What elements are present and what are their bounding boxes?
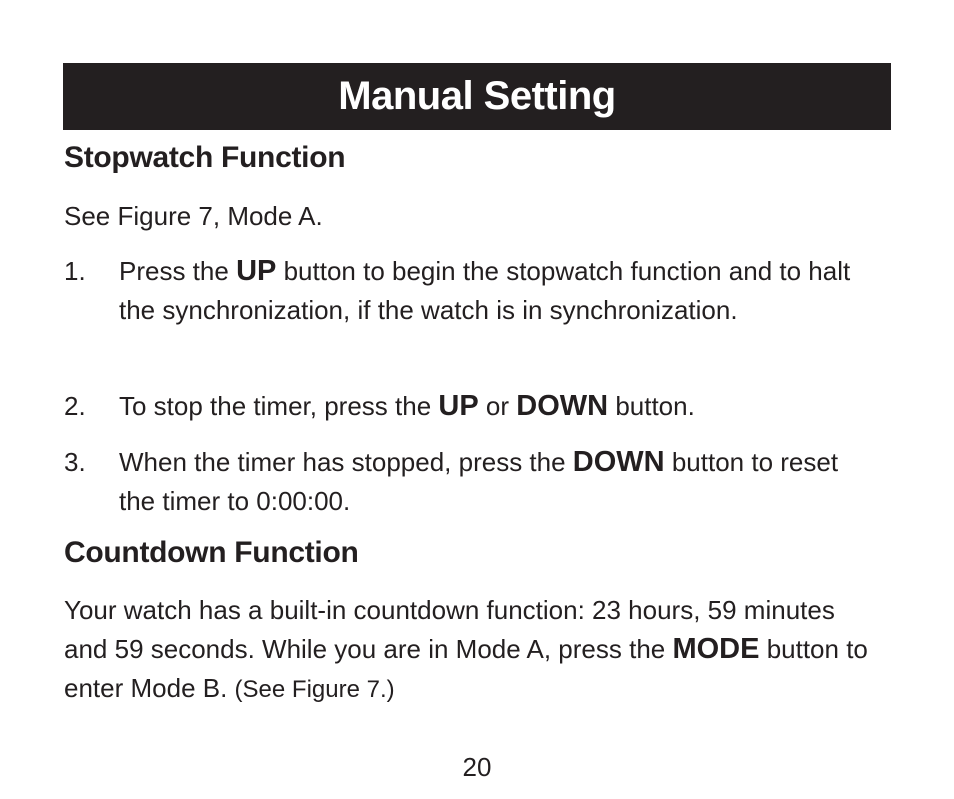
keyword-mode: MODE: [672, 633, 760, 665]
step-text: To stop the timer, press the UP or DOWN button.: [119, 390, 695, 422]
page-number: 20: [462, 752, 492, 782]
keyword-up: UP: [236, 255, 277, 287]
figure-reference: (See Figure 7.): [234, 676, 395, 703]
stopwatch-intro: See Figure 7, Mode A.: [64, 201, 323, 231]
step-3: [64, 443, 884, 523]
step-1: [64, 252, 884, 372]
title-bar: [63, 63, 891, 130]
keyword-up: UP: [438, 390, 479, 422]
step-number: 3.: [64, 447, 86, 477]
step-text: When the timer has stopped, press the DOWN button to reset the timer to 0:00:00.: [119, 446, 839, 516]
countdown-heading: Countdown Function: [64, 536, 359, 569]
keyword-down: DOWN: [516, 390, 609, 422]
countdown-text: Your watch has a built-in countdown function: 23 hours, 59 minutes and 59 seconds. While you are in Mode A, press the MODE button to enter Mode B. (See Figure 7.): [64, 595, 868, 703]
step-number: 2.: [64, 391, 86, 421]
step-number: 1.: [64, 256, 86, 286]
keyword-down: DOWN: [572, 446, 665, 478]
page-title: Manual Setting: [338, 74, 616, 118]
stopwatch-heading: Stopwatch Function: [64, 141, 346, 174]
step-text: Press the UP button to begin the stopwatch function and to halt the synchronization, if the watch is in synchronization.: [119, 255, 851, 325]
step-2: [64, 387, 884, 427]
